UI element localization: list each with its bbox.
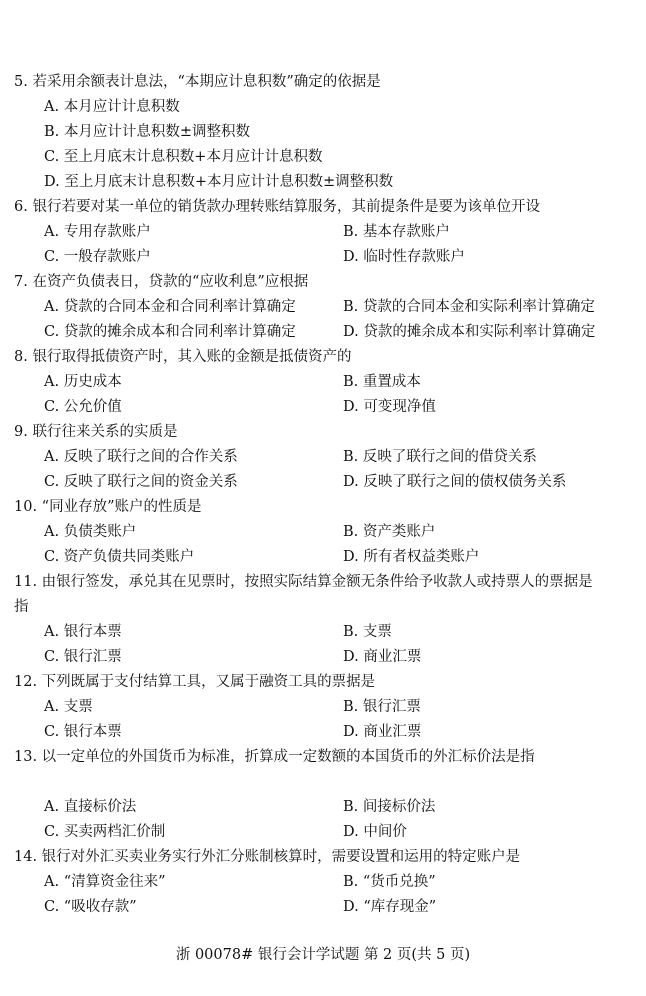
question-12-option-c: C. 银行本票 — [44, 724, 122, 740]
question-6-option-a: A. 专用存款账户 — [44, 224, 151, 240]
question-12-option-a: A. 支票 — [44, 699, 93, 715]
question-9-option-b: B. 反映了联行之间的借贷关系 — [343, 449, 537, 465]
question-11-option-a: A. 银行本票 — [44, 624, 122, 640]
question-6-option-d: D. 临时性存款账户 — [343, 249, 465, 265]
question-11-option-b: B. 支票 — [343, 624, 392, 640]
question-7-option-b: B. 贷款的合同本金和实际利率计算确定 — [343, 299, 595, 315]
question-14-option-a: A. “清算资金往来” — [44, 874, 166, 890]
question-6-option-b: B. 基本存款账户 — [343, 224, 450, 240]
question-11-stem-continuation: 指 — [14, 599, 29, 615]
question-5-option-b: B. 本月应计计息积数±调整积数 — [44, 124, 251, 140]
question-8-stem: 8. 银行取得抵债资产时，其入账的金额是抵债资产的 — [14, 349, 352, 365]
question-7-option-d: D. 贷款的摊余成本和实际利率计算确定 — [343, 324, 596, 340]
question-9-option-d: D. 反映了联行之间的债权债务关系 — [343, 474, 567, 490]
question-8-option-d: D. 可变现净值 — [343, 399, 436, 415]
question-8-option-a: A. 历史成本 — [44, 374, 122, 390]
question-10-stem: 10. “同业存放”账户的性质是 — [14, 499, 202, 515]
question-14-option-c: C. “吸收存款” — [44, 899, 137, 915]
question-9-stem: 9. 联行往来关系的实质是 — [14, 424, 178, 440]
question-10-option-b: B. 资产类账户 — [343, 524, 436, 540]
question-5-stem: 5. 若采用余额表计息法，“本期应计息积数”确定的依据是 — [14, 74, 381, 90]
question-7-option-a: A. 贷款的合同本金和合同利率计算确定 — [44, 299, 296, 315]
question-8-option-c: C. 公允价值 — [44, 399, 122, 415]
question-11-stem: 11. 由银行签发，承兑其在见票时，按照实际结算金额无条件给予收款人或持票人的票据是 — [14, 574, 593, 590]
question-7-option-c: C. 贷款的摊余成本和合同利率计算确定 — [44, 324, 296, 340]
question-5-option-d: D. 至上月底末计息积数+本月应计计息积数±调整积数 — [44, 174, 394, 190]
question-14-option-d: D. “库存现金” — [343, 899, 437, 915]
question-14-stem: 14. 银行对外汇买卖业务实行外汇分账制核算时，需要设置和运用的特定账户是 — [14, 849, 521, 865]
question-8-option-b: B. 重置成本 — [343, 374, 421, 390]
question-12-option-d: D. 商业汇票 — [343, 724, 422, 740]
question-7-stem: 7. 在资产负债表日，贷款的“应收利息”应根据 — [14, 274, 309, 290]
question-13-option-a: A. 直接标价法 — [44, 799, 137, 815]
question-5-option-c: C. 至上月底末计息积数+本月应计计息积数 — [44, 149, 323, 165]
question-9-option-a: A. 反映了联行之间的合作关系 — [44, 449, 238, 465]
question-5-option-a: A. 本月应计计息积数 — [44, 99, 180, 115]
question-13-option-b: B. 间接标价法 — [343, 799, 436, 815]
question-10-option-c: C. 资产负债共同类账户 — [44, 549, 195, 565]
question-14-option-b: B. “货币兑换” — [343, 874, 436, 890]
question-12-stem: 12. 下列既属于支付结算工具，又属于融资工具的票据是 — [14, 674, 376, 690]
question-6-option-c: C. 一般存款账户 — [44, 249, 151, 265]
question-9-option-c: C. 反映了联行之间的资金关系 — [44, 474, 238, 490]
question-13-stem: 13. 以一定单位的外国货币为标准，折算成一定数额的本国货币的外汇标价法是指 — [14, 749, 535, 765]
question-12-option-b: B. 银行汇票 — [343, 699, 421, 715]
question-13-option-d: D. 中间价 — [343, 824, 407, 840]
question-10-option-a: A. 负债类账户 — [44, 524, 137, 540]
question-13-option-c: C. 买卖两档汇价制 — [44, 824, 166, 840]
page-footer: 浙 00078# 银行会计学试题 第 2 页(共 5 页) — [175, 947, 471, 963]
question-10-option-d: D. 所有者权益类账户 — [343, 549, 480, 565]
question-11-option-d: D. 商业汇票 — [343, 649, 422, 665]
question-11-option-c: C. 银行汇票 — [44, 649, 122, 665]
question-6-stem: 6. 银行若要对某一单位的销货款办理转账结算服务，其前提条件是要为该单位开设 — [14, 199, 540, 215]
